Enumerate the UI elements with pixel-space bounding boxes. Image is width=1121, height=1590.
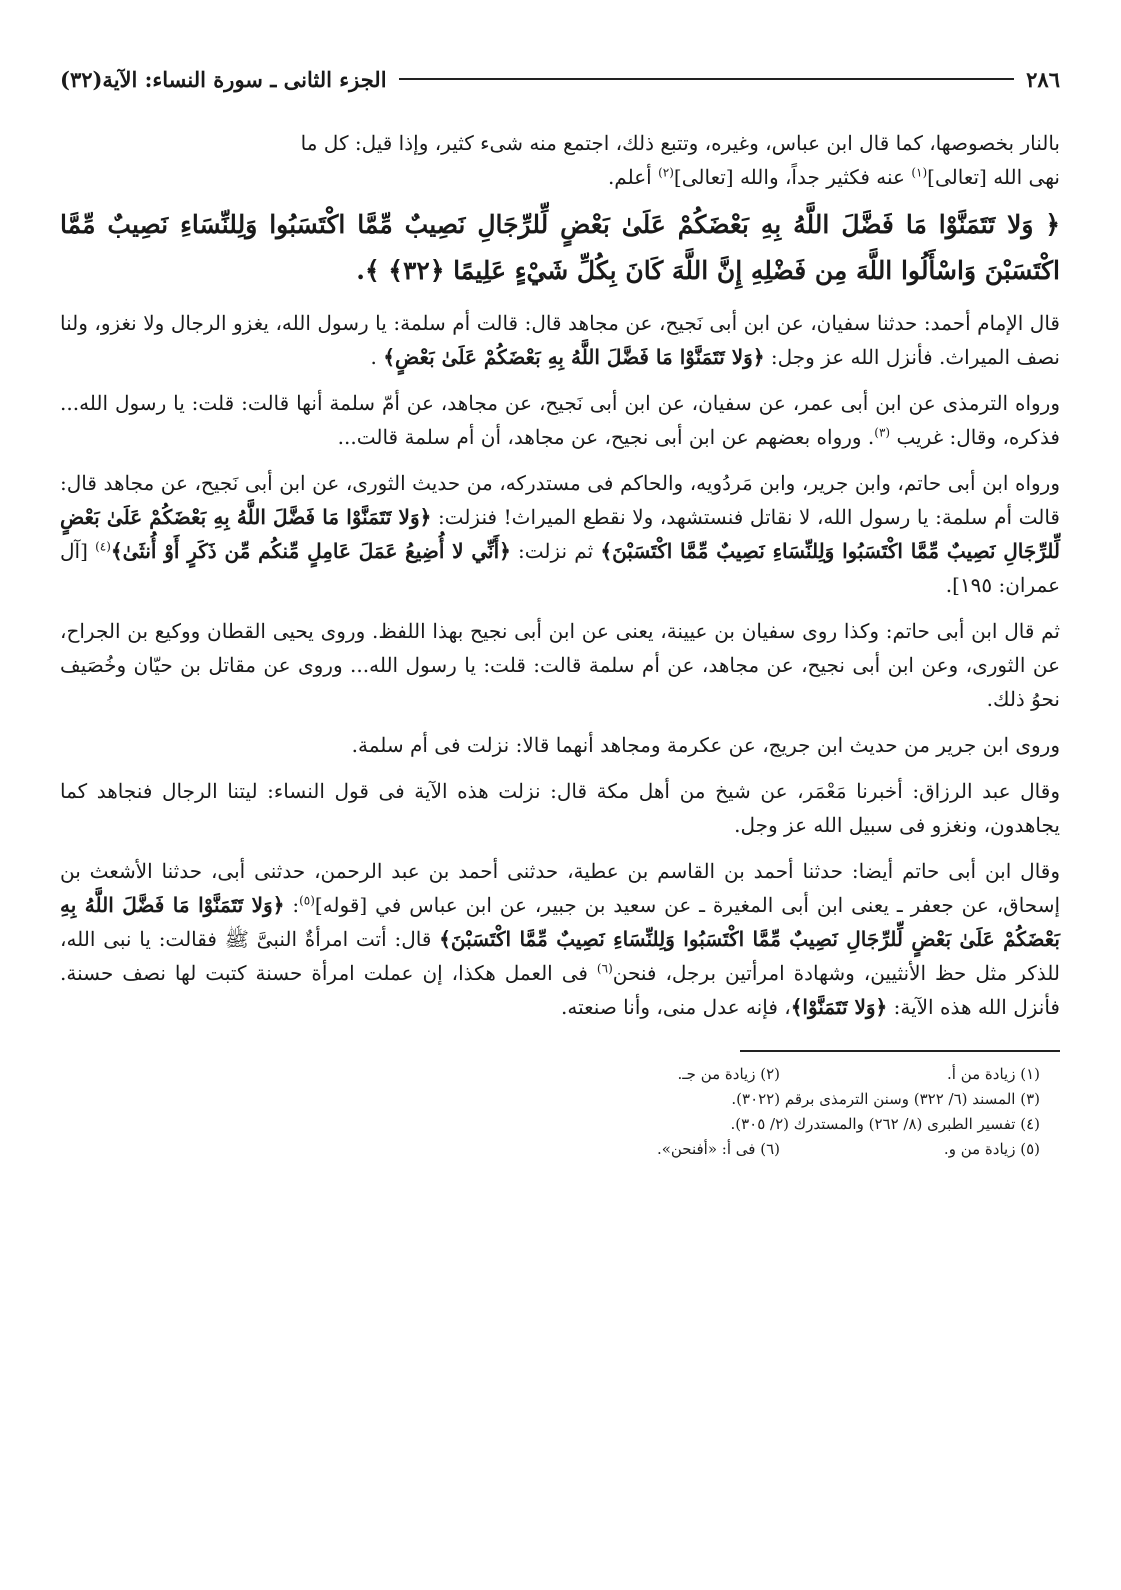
footnote-ref-3: (٣) (874, 425, 891, 440)
verse-quote-short: ﴿وَلا تَتَمَنَّوْا﴾ (790, 995, 888, 1019)
paragraph-ibn-abi-hatim: ورواه ابن أبى حاتم، وابن جرير، وابن مَردُويه، والحاكم فى مستدركه، من حديث الثورى، عن ابن أبى نَجيح، عن مجاهد قال: قالت أم سلمة: يا رسول الله، لا نقاتل فنستشهد، ولا نقطع الميراث! فنزلت: ﴿وَلا تَتَمَنَّوْا مَا فَضَّلَ اللَّهُ بِهِ بَعْضَكُمْ عَلَىٰ بَعْضٍ لِّلرِّجَالِ نَصِيبٌ مِّمَّا اكْتَسَبُوا وَلِلنِّسَاءِ نَصِيبٌ مِّمَّا اكْتَسَبْنَ﴾ ثم نزلت: ﴿أَنِّي لا أُضِيعُ عَمَلَ عَامِلٍ مِّنكُم مِّن ذَكَرٍ أَوْ أُنثَىٰ﴾$^{(٤)}$ [آل عمران: ١٩٥]. (60, 471, 1061, 597)
footnote-2: (٢) زيادة من جـ. (677, 1065, 780, 1083)
footnote-ref-1: (١) (911, 165, 928, 180)
footnote-3: (٣) المسند (٦/ ٣٢٢) وسنن الترمذى برقم (٣٠٢٢). (731, 1090, 1040, 1108)
paragraph-ibn-abbas: وقال ابن أبى حاتم أيضا: حدثنا أحمد بن القاسم بن عطية، حدثنى أحمد بن عبد الرحمن، حدثنى أبى، حدثنا الأشعث بن إسحاق، عن جعفر ـ يعنى ابن أبى المغيرة ـ عن سعيد بن جبير، عن ابن عباس في [قوله]$^{(٥)}$: ﴿وَلا تَتَمَنَّوْا مَا فَضَّلَ اللَّهُ بِهِ بَعْضَكُمْ عَلَىٰ بَعْضٍ لِّلرِّجَالِ نَصِيبٌ مِّمَّا اكْتَسَبُوا وَلِلنِّسَاءِ نَصِيبٌ مِّمَّا اكْتَسَبْنَ﴾ قال: أتت امرأةٌ النبىَّ ﷺ فقالت: يا نبى الله، للذكر مثل حظ الأنثيين، وشهادة امرأتين برجل، فنحن$^{(٦)}$ فى العمل هكذا، إن عملت امرأة حسنة كتبت لها نصف حسنة. فأنزل الله هذه الآية: ﴿وَلا تَتَمَنَّوْا﴾، فإنه عدل منى، وأنا صنعته. (60, 859, 1061, 1019)
header-rule (399, 78, 1015, 80)
verse-quote: ﴿وَلا تَتَمَنَّوْا مَا فَضَّلَ اللَّهُ بِهِ بَعْضَكُمْ عَلَىٰ بَعْضٍ لِّلرِّجَالِ نَصِيبٌ مِّمَّا اكْتَسَبُوا وَلِلنِّسَاءِ نَصِيبٌ مِّمَّا اكْتَسَبْنَ﴾ (60, 505, 1061, 563)
running-header (60, 62, 1060, 96)
header-title: الجزء الثانى ـ سورة النساء: الآية(٣٢) (60, 66, 387, 92)
paragraph-sufyan: ثم قال ابن أبى حاتم: وكذا روى سفيان بن عيينة، يعنى عن ابن أبى نجيح بهذا اللفظ. وروى يحيى القطان ووكيع بن الجراح، عن الثورى، وعن ابن أبى نجيح، عن مجاهد، عن أم سلمة قالت: قلت: يا رسول الله... وروى عن مقاتل بن حيّان وخُصَيف نحوُ ذلك. (60, 619, 1060, 711)
footnote-separator (740, 1050, 1060, 1052)
verse-quote: ﴿وَلا تَتَمَنَّوْا مَا فَضَّلَ اللَّهُ بِهِ بَعْضَكُمْ عَلَىٰ بَعْضٍ﴾ (383, 345, 765, 369)
footnote-6: (٦) فى أ: «أفنحن». (656, 1140, 780, 1158)
page-number: ٢٨٦ (1026, 66, 1060, 92)
footnote-1: (١) زيادة من أ. (947, 1065, 1040, 1083)
footnote-ref-2: (٢) (658, 165, 674, 180)
verse-quote-al-imran: ﴿أَنِّي لا أُضِيعُ عَمَلَ عَامِلٍ مِّنكُم مِّن ذَكَرٍ أَوْ أُنثَىٰ﴾ (110, 539, 511, 563)
footnotes (60, 1062, 1060, 1162)
footnote-ref-5: (٥) (299, 893, 315, 908)
paragraph-ahmad: قال الإمام أحمد: حدثنا سفيان، عن ابن أبى نَجيح، عن مجاهد قال: قالت أم سلمة: يا رسول الله، يغزو الرجال ولا نغزو، ولنا نصف الميراث. فأنزل الله عز وجل: ﴿وَلا تَتَمَنَّوْا مَا فَضَّلَ اللَّهُ بِهِ بَعْضَكُمْ عَلَىٰ بَعْضٍ﴾ . (60, 311, 1060, 369)
intro-paragraph: بالنار بخصوصها، كما قال ابن عباس، وغيره، وتتبع ذلك، اجتمع منه شىء كثير، وإذا قيل: كل ما نهى الله [تعالى]$^{(١)}$ عنه فكثير جداً، والله [تعالى]$^{(٢)}$ أعلم. (300, 131, 1060, 189)
intro-line-1: بالنار بخصوصها، كما قال ابن عباس، وغيره، وتتبع ذلك، اجتمع منه شىء كثير، وإذا قيل: كل ما (300, 131, 1060, 155)
footnote-ref-4: (٤) (95, 539, 111, 554)
verse-quote: ﴿وَلا تَتَمَنَّوْا مَا فَضَّلَ اللَّهُ بِهِ بَعْضَكُمْ عَلَىٰ بَعْضٍ لِّلرِّجَالِ نَصِيبٌ مِّمَّا اكْتَسَبُوا وَلِلنِّسَاءِ نَصِيبٌ مِّمَّا اكْتَسَبْنَ﴾ (60, 893, 1060, 951)
footnote-ref-6: (٦) (596, 961, 613, 976)
paragraph-tirmidhi: ورواه الترمذى عن ابن أبى عمر، عن سفيان، عن ابن أبى نَجيح، عن مجاهد، عن أمّ سلمة أنها قالت: قلت: يا رسول الله... فذكره، وقال: غريب $^{(٣)}$. ورواه بعضهم عن ابن أبى نجيح، عن مجاهد، أن أم سلمة قالت... (60, 391, 1060, 449)
paragraph-ibn-jarir: وروى ابن جرير من حديث ابن جريج، عن عكرمة ومجاهد أنهما قالا: نزلت فى أم سلمة. (351, 733, 1060, 757)
book-page (60, 62, 1060, 1162)
footnote-4: (٤) تفسير الطبرى (٨/ ٢٦٢) والمستدرك (٢/ ٣٠٥). (730, 1115, 1040, 1133)
paragraph-abd-al-razzaq: وقال عبد الرزاق: أخبرنا مَعْمَر، عن شيخ من أهل مكة قال: نزلت هذه الآية فى قول النساء: ليتنا الرجال فنجاهد كما يجاهدون، ونغزو فى سبيل الله عز وجل. (60, 779, 1060, 837)
footnote-5: (٥) زيادة من و. (943, 1140, 1040, 1158)
quran-verse: ﴿ وَلا تَتَمَنَّوْا مَا فَضَّلَ اللَّهُ بِهِ بَعْضَكُمْ عَلَىٰ بَعْضٍ لِّلرِّجَالِ نَصِيبٌ مِّمَّا اكْتَسَبُوا وَلِلنِّسَاءِ نَصِيبٌ مِّمَّا اكْتَسَبْنَ وَاسْأَلُوا اللَّهَ مِن فَضْلِهِ إِنَّ اللَّهَ كَانَ بِكُلِّ شَيْءٍ عَلِيمًا ﴿٣٢﴾ ﴾. (60, 210, 1060, 285)
